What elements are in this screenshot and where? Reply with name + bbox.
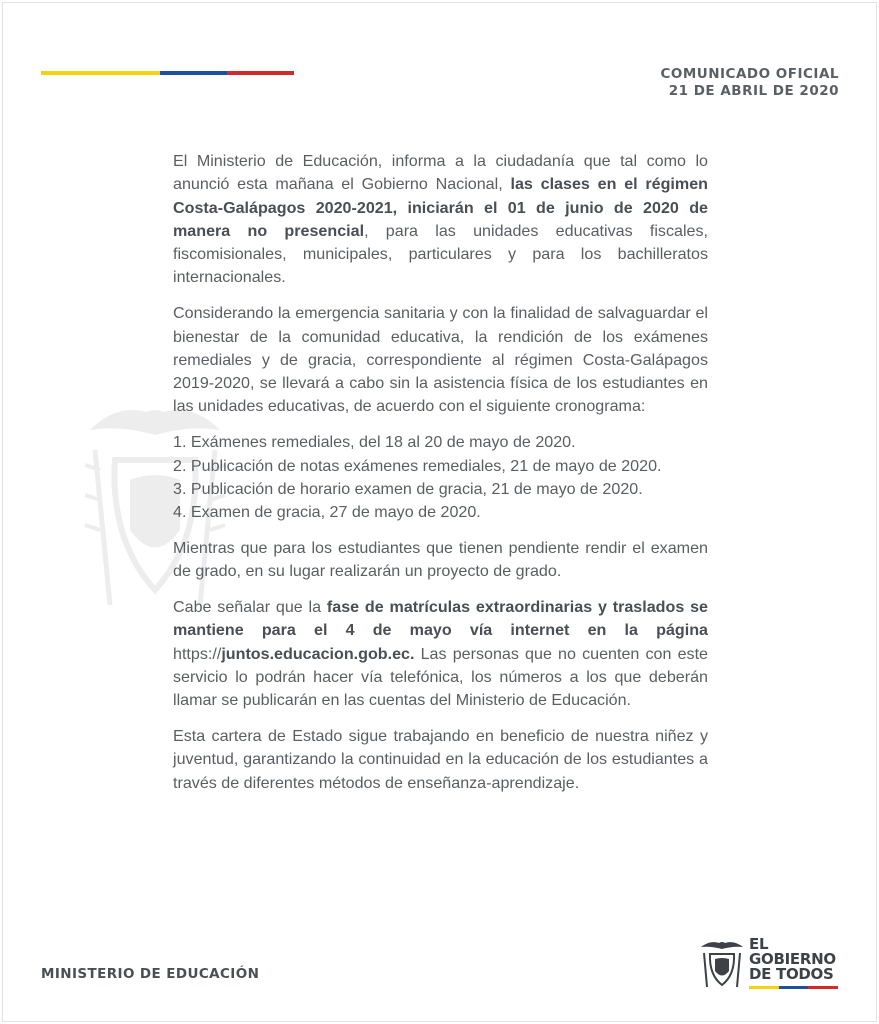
flag-color-bar xyxy=(41,71,294,75)
logo-color-bar xyxy=(749,986,838,989)
coat-of-arms-icon xyxy=(699,937,745,989)
paragraph-3: Mientras que para los estudiantes que tienen pendiente rendir el examen de grado, en su lugar realizarán un proyecto de grado. xyxy=(173,538,708,581)
communique-body xyxy=(173,150,708,807)
communique-label: COMUNICADO OFICIAL xyxy=(660,66,839,82)
schedule-list xyxy=(173,431,708,524)
list-item: 4. Examen de gracia, 27 de mayo de 2020. xyxy=(173,503,481,522)
paragraph-1: El Ministerio de Educación, informa a la ciudadanía que tal como lo anunció esta mañana el Gobierno Nacional, las clases en el régimen Costa-Galápagos 2020-2021, iniciarán el 01 de junio de 2020 de manera no presencial, para las unidades educativas fiscales, fiscomisionales, municipales, particulares y para los bachilleratos internacionales. xyxy=(173,152,709,287)
gobierno-logo xyxy=(699,935,839,993)
list-item: 3. Publicación de horario examen de gracia, 21 de mayo de 2020. xyxy=(173,479,643,498)
communique-date: 21 DE ABRIL DE 2020 xyxy=(668,83,839,99)
logo-text: EL GOBIERNO DE TODOS xyxy=(749,935,836,983)
paragraph-5: Esta cartera de Estado sigue trabajando en beneficio de nuestra niñez y juventud, garantizando la continuidad en la educación de los estudiantes a través de diferentes métodos de enseñanza-aprendizaje. xyxy=(173,727,708,792)
list-item: 2. Publicación de notas exámenes remediales, 21 de mayo de 2020. xyxy=(173,456,662,475)
list-item: 1. Exámenes remediales, del 18 al 20 de mayo de 2020. xyxy=(173,433,576,452)
header-block xyxy=(660,66,839,100)
paragraph-4: Cabe señalar que la fase de matrículas extraordinarias y traslados se mantiene para el 4 de mayo vía internet en la página https://juntos.educacion.gob.ec. Las personas que no cuenten con este servicio lo podrán hacer vía telefónica, los números a los que deberán llamar se publicarán en las cuentas del Ministerio de Educación. xyxy=(173,598,708,710)
paragraph-2: Considerando la emergencia sanitaria y con la finalidad de salvaguardar el bienestar de la comunidad educativa, la rendición de los exámenes remediales y de gracia, correspondiente al régimen Costa-Galápagos 2019-2020, se llevará a cabo sin la asistencia física de los estudiantes en las unidades educativas, de acuerdo con el siguiente cronograma: xyxy=(173,304,708,416)
ministry-name: MINISTERIO DE EDUCACIÓN xyxy=(41,966,260,982)
enrollment-url: juntos.educacion.gob.ec. xyxy=(221,644,415,663)
